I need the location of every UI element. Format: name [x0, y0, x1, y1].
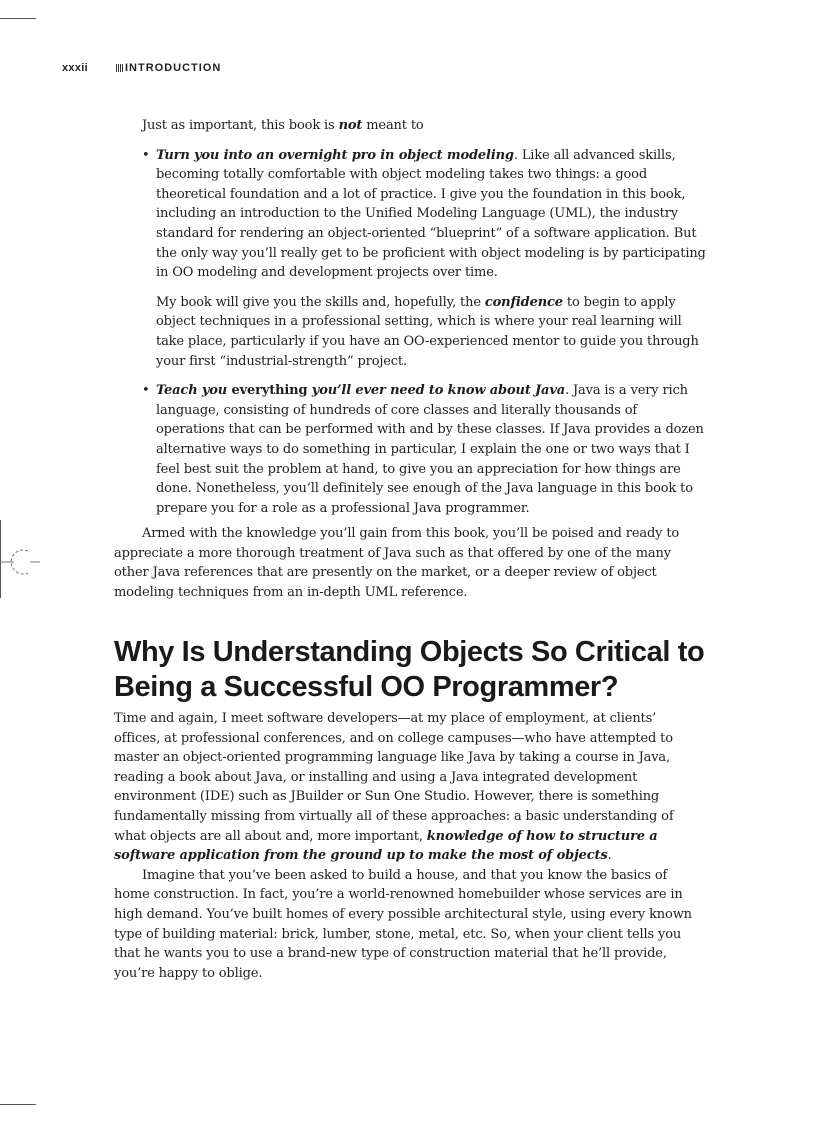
emphasis-confidence: confidence	[484, 294, 563, 310]
bullet-2-text: Teach you everything you’ll ever need to know about Java. Java is a very rich language, consisting of hundreds of core classes and literally thousands of operations that can be performed with and by these classes. If Java provides a dozen alternative ways to do something in particular, I explain the one or two ways that I feel best suit the problem at hand, to give you an appreciation for how things are done. Nonetheless, you’ll definitely see enough of the Java language in this book to prepare you for a role as a professional Java programmer.	[156, 383, 704, 516]
bullet-1-lead: Turn you into an overnight pro in object modeling	[156, 147, 514, 163]
section-paragraph-1: Time and again, I meet software developers—at my place of employment, at clients’ offices, at professional conferences, and on college campuses—who have attempted to master an object-oriented programming language like Java by taking a course in Java, reading a book about Java, or installing and using a Java integrated development environment (IDE) such as JBuilder or Sun One Studio. However, there is something fundamentally missing from virtually all of these approaches: a basic understanding of what objects are all about and, more important, knowledge of how to structure a software application from the ground up to make the most of objects.	[114, 711, 674, 864]
registration-mark-icon	[0, 545, 42, 579]
crop-mark-bottom-left	[0, 1104, 36, 1105]
section-paragraph-2: Imagine that you’ve been asked to build a house, and that you know the basics of home construction. In fact, you’re a world-renowned homebuilder whose services are in high demand. You’ve built homes of every possible architectural style, using every known type of building material: brick, lumber, stone, metal, etc. So, when your client tells you that he wants you to use a brand-new type of construction material that he’ll provide, you’re happy to oblige.	[114, 867, 692, 981]
closing-paragraph: Armed with the knowledge you’ll gain from this book, you’ll be poised and ready to appreciate a more thorough treatment of Java such as that offered by one of the many other Java references that are presently on the market, or a deeper review of object modeling techniques from an in-depth UML reference.	[114, 526, 680, 601]
emphasis-knowledge: knowledge of how to structure a software application from the ground up to make the most of objects	[114, 828, 658, 864]
emphasis-not: not	[338, 118, 363, 133]
list-item	[114, 381, 706, 518]
page-number: xxxii	[62, 62, 88, 74]
header-separator-icon	[116, 64, 123, 72]
list-item	[114, 146, 706, 283]
bullet-list	[114, 146, 706, 283]
bullet-icon: •	[142, 383, 150, 399]
bullet-icon: •	[142, 147, 150, 163]
section-heading: Why Is Understanding Objects So Critical to Being a Successful OO Programmer?	[114, 636, 705, 703]
crop-mark-top-left	[0, 18, 36, 19]
bullet-list-2	[114, 381, 706, 518]
bullet-1-text: Turn you into an overnight pro in object modeling. Like all advanced skills, becoming totally comfortable with object modeling takes two things: a good theoretical foundation and a lot of practice. I give you the foundation in this book, including an introduction to the Unified Modeling Language (UML), the industry standard for rendering an object-oriented “blueprint” of a software application. But the only way you’ll really get to be proficient with object modeling is by participating in OO modeling and development projects over time.	[156, 147, 706, 281]
intro-body	[114, 116, 706, 603]
intro-line: Just as important, this book is not meant to	[142, 118, 424, 133]
running-header	[62, 62, 221, 74]
section-block	[114, 635, 706, 983]
bullet-1-followup: My book will give you the skills and, hopefully, the confidence to begin to apply object techniques in a professional setting, which is where your real learning will take place, particularly if you have an OO-experienced mentor to guide you through your first “industrial-strength” project.	[156, 294, 699, 369]
section-title: INTRODUCTION	[124, 62, 222, 74]
